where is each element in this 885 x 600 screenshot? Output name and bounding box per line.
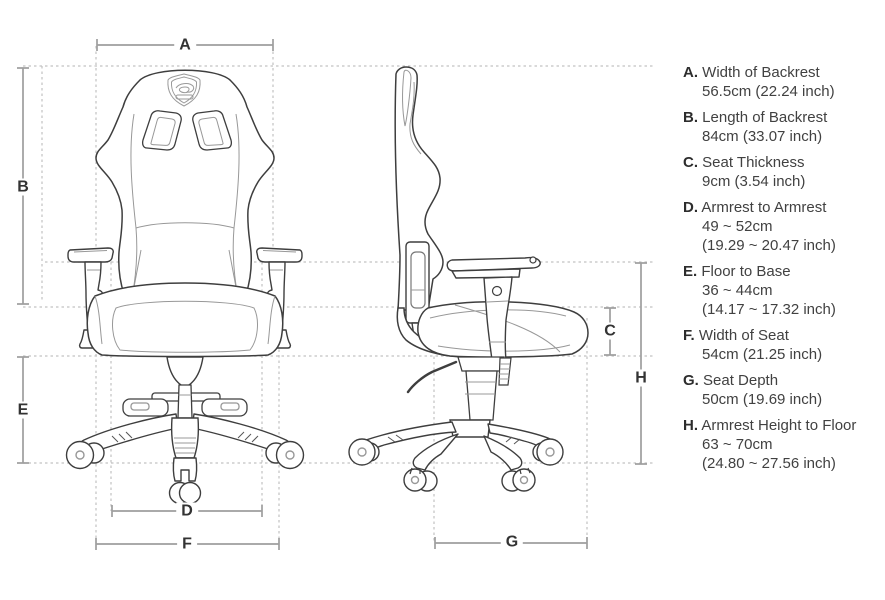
dimension-legend <box>683 63 878 480</box>
dimension-label-f: F <box>177 536 197 553</box>
legend-letter: D. <box>683 199 698 216</box>
legend-item-a <box>683 63 878 101</box>
legend-value: (19.29 ~ 20.47 inch) <box>702 237 836 254</box>
legend-item-g <box>683 371 878 409</box>
chair-front-view-drawing <box>67 70 304 503</box>
legend-letter: C. <box>683 154 698 171</box>
dimension-label-h: H <box>630 370 652 387</box>
legend-name: Floor to Base <box>701 263 791 280</box>
legend-name: Seat Depth <box>703 372 779 389</box>
legend-value: (14.17 ~ 17.32 inch) <box>702 301 836 318</box>
legend-name: Armrest Height to Floor <box>701 417 857 434</box>
legend-item-c <box>683 153 878 191</box>
legend-letter: E. <box>683 263 698 280</box>
chair-side-view-drawing <box>349 67 588 491</box>
legend-letter: F. <box>683 327 695 344</box>
dimension-label-e: E <box>13 402 34 419</box>
legend-letter: B. <box>683 109 698 126</box>
legend-letter: G. <box>683 372 699 389</box>
legend-value: 50cm (19.69 inch) <box>702 391 823 408</box>
legend-value: (24.80 ~ 27.56 inch) <box>702 455 836 472</box>
dimension-label-b: B <box>12 179 34 196</box>
legend-name: Width of Seat <box>698 327 789 344</box>
legend-name: Length of Backrest <box>702 109 828 126</box>
dimension-label-a: A <box>174 37 196 54</box>
legend-value: 36 ~ 44cm <box>702 282 773 299</box>
legend-value: 9cm (3.54 inch) <box>702 173 806 190</box>
legend-item-b <box>683 108 878 146</box>
legend-value: 56.5cm (22.24 inch) <box>702 83 835 100</box>
legend-value: 49 ~ 52cm <box>702 218 773 235</box>
legend-item-d <box>683 198 878 255</box>
legend-letter: H. <box>683 417 698 434</box>
dimension-label-c: C <box>599 323 621 340</box>
legend-item-e <box>683 262 878 319</box>
legend-item-f <box>683 326 878 364</box>
legend-value: 54cm (21.25 inch) <box>702 346 823 363</box>
legend-value: 63 ~ 70cm <box>702 436 773 453</box>
legend-name: Armrest to Armrest <box>701 199 827 216</box>
legend-name: Width of Backrest <box>702 64 820 81</box>
legend-letter: A. <box>683 64 698 81</box>
legend-value: 84cm (33.07 inch) <box>702 128 823 145</box>
dimension-label-d: D <box>176 503 198 520</box>
legend-name: Seat Thickness <box>702 154 805 171</box>
dimension-label-g: G <box>501 534 523 551</box>
legend-item-h <box>683 416 878 473</box>
